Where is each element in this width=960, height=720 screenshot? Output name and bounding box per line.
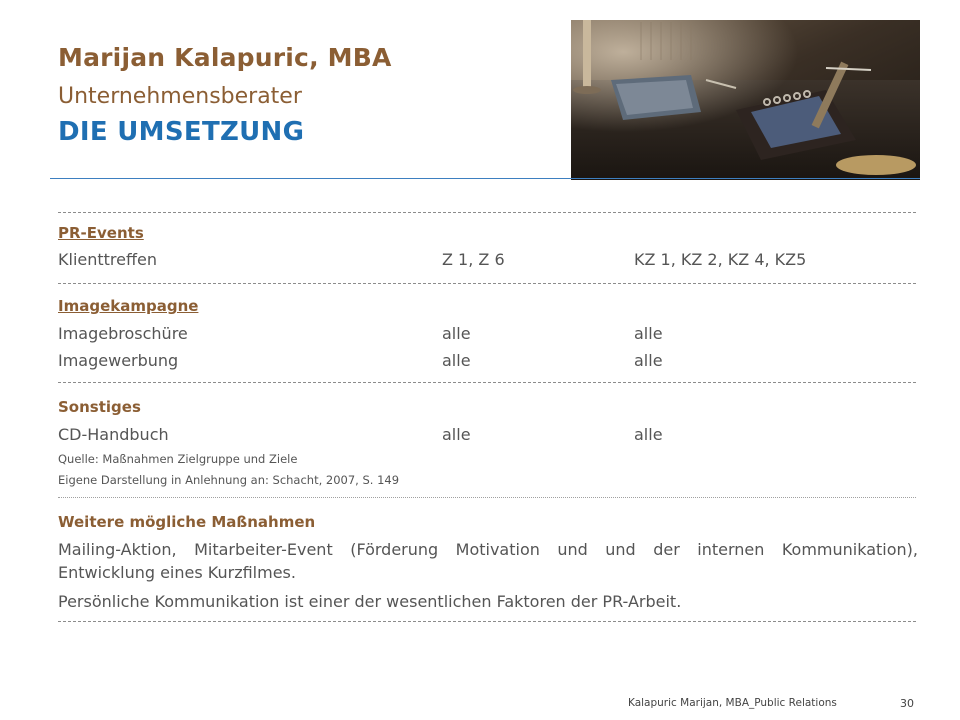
page-number: 30 <box>900 697 914 710</box>
table-row <box>58 246 918 273</box>
divider <box>58 382 916 383</box>
goals-cell: Z 1, Z 6 <box>442 250 505 269</box>
footer-text: Kalapuric Marijan, MBA_Public Relations <box>628 697 837 709</box>
divider <box>58 212 916 213</box>
presenter-name: Marijan Kalapuric, MBA <box>58 43 392 72</box>
target-groups-cell: alle <box>634 324 663 343</box>
slide-content <box>58 200 918 622</box>
measure-cell: Imagebroschüre <box>58 324 188 343</box>
measure-cell: Imagewerbung <box>58 351 179 370</box>
measure-cell: Klienttreffen <box>58 250 157 269</box>
section-title-pr-events: PR-Events <box>58 224 144 242</box>
divider <box>58 283 916 284</box>
section-title-sonstiges: Sonstiges <box>58 398 141 416</box>
further-measures-paragraph: Mailing-Aktion, Mitarbeiter-Event (Förderung Motivation und und der internen Kommunikation), Entwicklung eines Kurzfilmes. <box>58 540 918 582</box>
goals-cell: alle <box>442 324 471 343</box>
goals-cell: alle <box>442 351 471 370</box>
source-note: Quelle: Maßnahmen Zielgruppe und Ziele <box>58 452 298 466</box>
target-groups-cell: alle <box>634 425 663 444</box>
goals-cell: alle <box>442 425 471 444</box>
header-photo <box>571 20 920 180</box>
table-row <box>58 320 918 347</box>
divider <box>58 497 916 498</box>
table-row <box>58 421 918 448</box>
slide-header <box>0 0 960 181</box>
slide-title: DIE UMSETZUNG <box>58 117 305 147</box>
section-title-further-measures: Weitere mögliche Maßnahmen <box>58 513 316 531</box>
presenter-role: Unternehmensberater <box>58 84 302 109</box>
measure-cell: CD-Handbuch <box>58 425 169 444</box>
communication-paragraph: Persönliche Kommunikation ist einer der wesentlichen Faktoren der PR-Arbeit. <box>58 592 682 611</box>
target-groups-cell: alle <box>634 351 663 370</box>
divider <box>58 621 916 622</box>
section-title-imagekampagne: Imagekampagne <box>58 297 199 315</box>
source-citation: Eigene Darstellung in Anlehnung an: Schacht, 2007, S. 149 <box>58 473 400 487</box>
desk-organizer-image <box>571 20 920 180</box>
table-row <box>58 347 918 374</box>
target-groups-cell: KZ 1, KZ 2, KZ 4, KZ5 <box>634 250 807 269</box>
header-divider <box>50 178 920 179</box>
